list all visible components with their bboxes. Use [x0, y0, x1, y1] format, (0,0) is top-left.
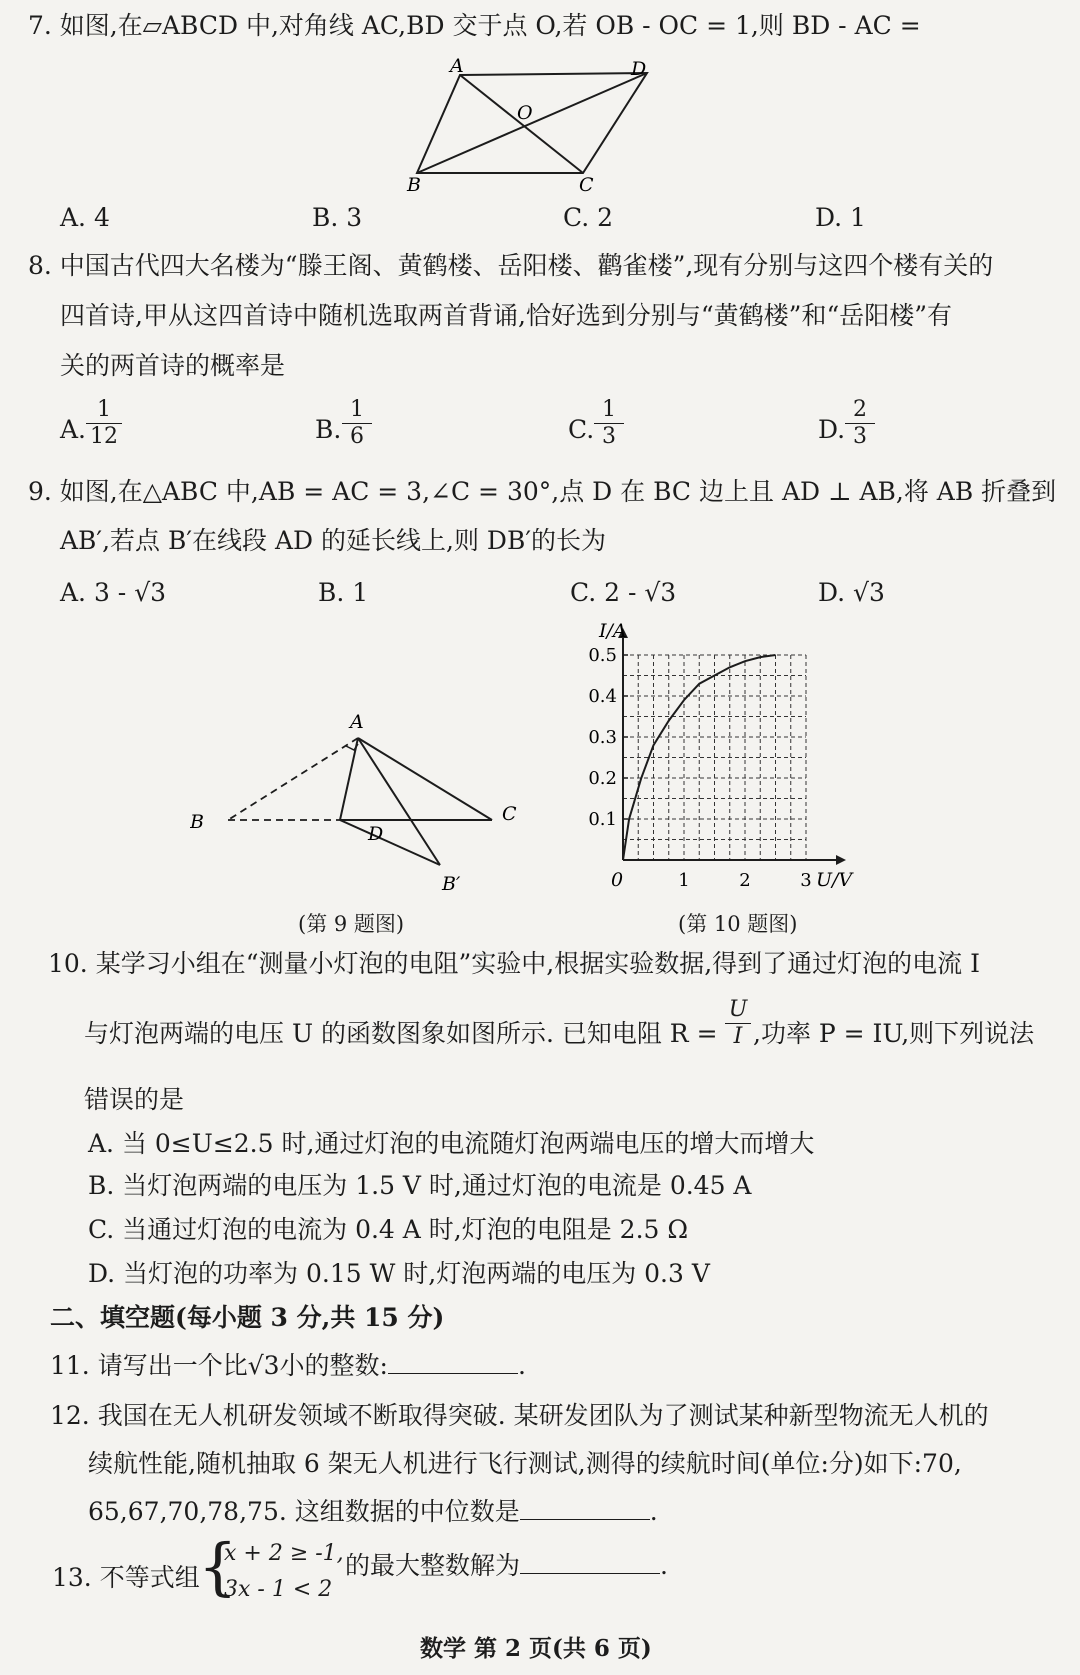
q8-option-b-den: 6 [350, 424, 364, 449]
q8-option-b-fraction [342, 398, 372, 449]
q11-end: . [517, 1351, 526, 1380]
q10-option-b: B. 当灯泡两端的电压为 1.5 V 时,通过灯泡的电流是 0.45 A [88, 1171, 752, 1200]
q8-line-1: 8. 中国古代四大名楼为“滕王阁、黄鹤楼、岳阳楼、鹳雀楼”,现有分别与这四个楼有关的 [28, 251, 994, 280]
q13-prefix: 13. 不等式组 [52, 1563, 200, 1592]
q9-option-b: B. 1 [318, 578, 369, 607]
q10-caption: (第 10 题图) [678, 912, 798, 936]
q10-line-1: 10. 某学习小组在“测量小灯泡的电阻”实验中,根据实验数据,得到了通过灯泡的电流 I [48, 949, 980, 978]
q13-inequality-1: x + 2 ≥ -1, [224, 1541, 344, 1566]
x-tick-label: 1 [678, 870, 690, 891]
q8-option-a-den: 12 [90, 424, 118, 449]
q8-option-d-den: 3 [853, 424, 867, 449]
y-tick-label: 0.4 [588, 686, 617, 707]
q8-option-d-fraction [845, 398, 875, 449]
y-axis-label: I/A [599, 620, 627, 642]
q12-end: . [649, 1497, 658, 1526]
q11-answer-blank[interactable] [388, 1351, 518, 1374]
page-footer: 数学 第 2 页(共 6 页) [420, 1635, 652, 1662]
q12-line-2: 续航性能,随机抽取 6 架无人机进行飞行测试,测得的续航时间(单位:分)如下:70, [88, 1449, 962, 1478]
q13-suffix: 的最大整数解为 [345, 1551, 521, 1580]
q10-frac-num: U [728, 997, 748, 1022]
q8-option-a-fraction [86, 398, 122, 449]
q7-label-O: O [517, 102, 533, 124]
q8-option-d-num: 2 [853, 397, 867, 422]
q8-option-b-num: 1 [350, 397, 364, 422]
q10-fraction-u-over-i [725, 998, 751, 1049]
q10-line-2b: ,功率 P = IU,则下列说法 [753, 1019, 1035, 1048]
q9-triangle-figure [190, 700, 530, 900]
origin-label: 0 [610, 869, 624, 891]
q7-label-A: A [450, 55, 464, 77]
q9-option-d: D. √3 [818, 578, 885, 607]
q8-option-c-fraction [594, 398, 624, 449]
q9-caption: (第 9 题图) [298, 912, 405, 936]
q13-brace: { [198, 1530, 238, 1603]
q11-text: 11. 请写出一个比√3小的整数: [50, 1351, 388, 1380]
y-tick-label: 0.5 [588, 645, 617, 666]
section-2-heading: 二、填空题(每小题 3 分,共 15 分) [50, 1303, 445, 1332]
q9-line-2: AB′,若点 B′在线段 AD 的延长线上,则 DB′的长为 [60, 526, 607, 555]
q8-option-c-num: 1 [602, 397, 616, 422]
q12-line-3 [88, 1496, 658, 1528]
q9-label-A: A [350, 711, 364, 733]
q8-option-d-letter: D. [818, 415, 846, 444]
y-tick-label: 0.1 [588, 809, 617, 830]
q7-label-C: C [579, 174, 594, 195]
x-axis-arrow [836, 855, 846, 865]
q9-label-B: B [190, 811, 204, 833]
q8-line-2: 四首诗,甲从这四首诗中随机选取两首背诵,恰好选到分别与“黄鹤楼”和“岳阳楼”有 [60, 301, 953, 330]
y-tick-label: 0.2 [588, 768, 617, 789]
q12-line-1: 12. 我国在无人机研发领域不断取得突破. 某研发团队为了测试某种新型物流无人机的 [50, 1401, 989, 1430]
q7-option-c: C. 2 [563, 203, 614, 232]
q7-option-a: A. 4 [60, 203, 110, 232]
q10-option-a: A. 当 0≤U≤2.5 时,通过灯泡的电流随灯泡两端电压的增大而增大 [88, 1129, 815, 1158]
q12-answer-blank[interactable] [520, 1497, 650, 1520]
q8-line-3: 关的两首诗的概率是 [60, 351, 286, 380]
q10-frac-den: I [733, 1024, 743, 1049]
q9-label-B-prime: B′ [442, 873, 461, 895]
q9-option-c: C. 2 - √3 [570, 578, 677, 607]
q13-inequality-2: 3x - 1 < 2 [224, 1577, 333, 1602]
q7-option-d: D. 1 [815, 203, 866, 232]
q9-label-C: C [502, 803, 517, 825]
q13-end: . [660, 1551, 668, 1580]
q9-label-D: D [368, 823, 384, 845]
q13-suffix-line [345, 1550, 668, 1582]
q8-option-c-den: 3 [602, 424, 616, 449]
q10-option-c: C. 当通过灯泡的电流为 0.4 A 时,灯泡的电阻是 2.5 Ω [88, 1215, 689, 1244]
q9-line-1: 9. 如图,在△ABC 中,AB = AC = 3,∠C = 30°,点 D 在 BC 边上且 AD ⊥ AB,将 AB 折叠到 [28, 477, 1057, 506]
q7-parallelogram-figure [395, 55, 670, 195]
q8-option-a-num: 1 [97, 397, 111, 422]
q8-option-b-letter: B. [315, 415, 342, 444]
q8-option-a-letter: A. [60, 415, 87, 444]
q12-text: 65,67,70,78,75. 这组数据的中位数是 [88, 1497, 520, 1526]
q10-line-3: 错误的是 [84, 1085, 185, 1114]
x-axis-label: U/V [816, 869, 853, 891]
q8-option-c-letter: C. [568, 415, 595, 444]
q10-chart [585, 620, 885, 900]
q10-line-2a: 与灯泡两端的电压 U 的函数图象如图所示. 已知电阻 R = [84, 1019, 718, 1048]
q7-stem: 7. 如图,在▱ABCD 中,对角线 AC,BD 交于点 O,若 OB - OC = 1,则 BD - AC = [28, 11, 921, 40]
q7-label-B: B [407, 174, 421, 195]
q11-line [50, 1350, 526, 1382]
q7-label-D: D [631, 58, 647, 80]
q10-option-d: D. 当灯泡的功率为 0.15 W 时,灯泡两端的电压为 0.3 V [88, 1259, 710, 1288]
q7-option-b: B. 3 [312, 203, 363, 232]
q9-option-a: A. 3 - √3 [60, 578, 167, 607]
x-tick-label: 3 [800, 870, 812, 891]
y-tick-label: 0.3 [588, 727, 617, 748]
x-tick-label: 2 [739, 870, 751, 891]
q13-answer-blank[interactable] [520, 1551, 660, 1574]
